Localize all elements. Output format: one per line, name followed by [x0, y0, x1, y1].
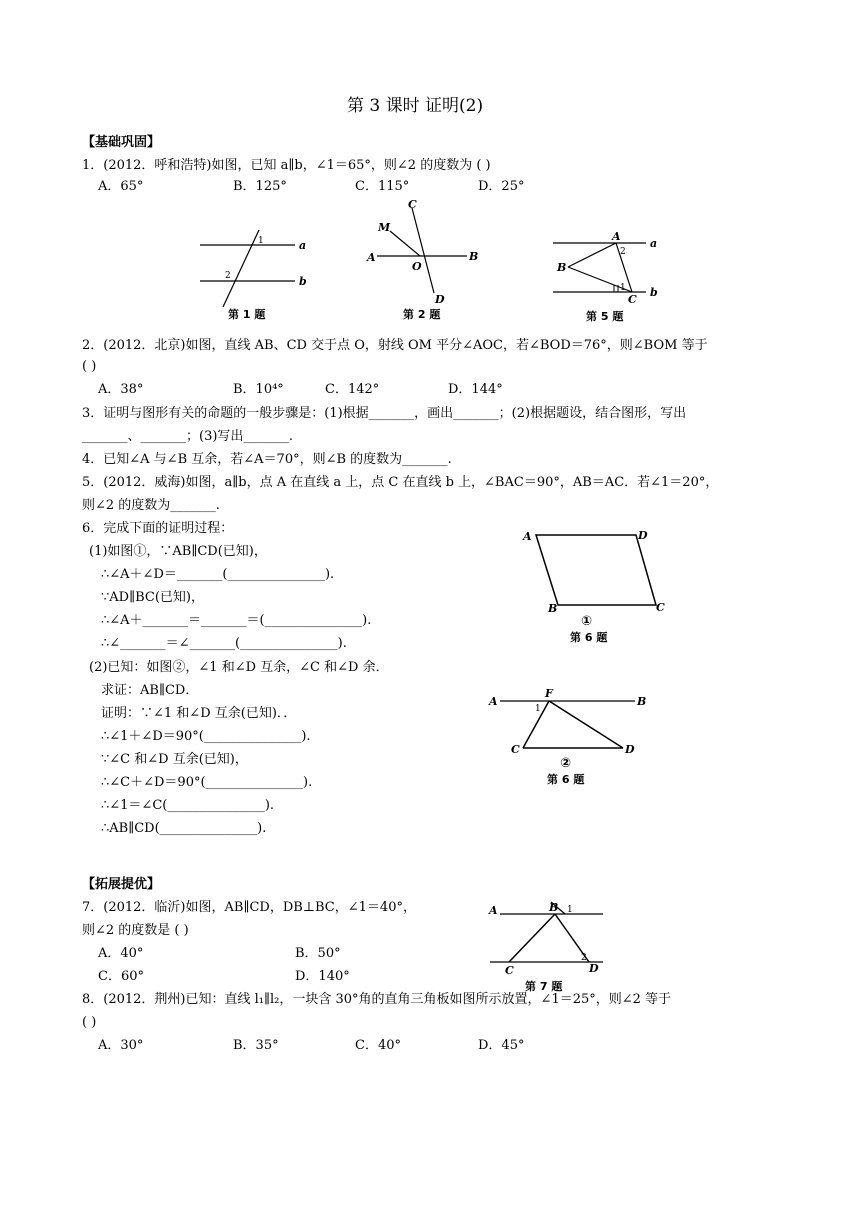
figure-1-label-2: 2	[225, 271, 231, 281]
figure-5-caption: 第 5 题	[586, 310, 624, 323]
figure-6-1-label-a: A	[523, 530, 532, 543]
question-8-line-1: 8．(2012．荆州)已知：直线 l₁∥l₂，一块含 30°角的直角三角板如图所示放置，∠1＝25°，则∠2 等于	[82, 992, 672, 1007]
question-6-part2-line-8: ∴AB∥CD(_______________).	[101, 821, 267, 836]
figure-7-label-2: 2	[581, 953, 587, 963]
figure-5-label-b-point: B	[557, 261, 567, 274]
figure-6-2-label-a: A	[489, 695, 498, 708]
question-2-option-b: B．10⁴°	[233, 382, 284, 397]
figure-6-2	[485, 685, 655, 795]
figure-7-label-a: A	[489, 904, 498, 917]
question-2-option-c: C．142°	[325, 382, 380, 397]
question-1-option-c: C．115°	[355, 179, 410, 194]
question-6-stem: 6．完成下面的证明过程：	[82, 521, 234, 536]
question-5-line-1: 5．(2012．威海)如图，a∥b，点 A 在直线 a 上，点 C 在直线 b 上，∠BAC＝90°，AB＝AC．若∠1＝20°，	[82, 475, 719, 490]
question-7-option-a: A．40°	[98, 946, 144, 961]
section-heading-extend: 【拓展提优】	[82, 877, 161, 892]
question-8-option-b: B．35°	[233, 1038, 279, 1053]
figure-7-label-1: 1	[567, 905, 573, 915]
question-1-stem: 1．(2012．呼和浩特)如图，已知 a∥b，∠1＝65°，则∠2 的度数为 ( )	[82, 158, 491, 173]
figure-6-2-label-b: B	[637, 695, 647, 708]
question-6-part1-line-5: ∴∠_______＝∠_______(_______________).	[101, 636, 347, 651]
question-2-option-d: D．144°	[448, 382, 503, 397]
figure-5	[548, 210, 678, 325]
figure-6-1	[518, 525, 678, 660]
figure-6-1-marker: ①	[581, 614, 593, 629]
figure-6-1-caption: 第 6 题	[570, 631, 608, 644]
question-8-option-d: D．45°	[478, 1038, 525, 1053]
figure-5-label-b-line: b	[650, 286, 658, 299]
question-6-part1-line-1: (1)如图①，∵AB∥CD(已知)，	[89, 544, 267, 559]
question-7-option-d: D．140°	[295, 969, 350, 984]
figure-1	[195, 215, 315, 325]
question-6-part2-line-5: ∵∠C 和∠D 互余(已知)，	[101, 752, 248, 767]
figure-2-label-d: D	[435, 293, 445, 306]
figure-7-label-d: D	[589, 962, 599, 975]
figure-1-label-a: a	[299, 239, 307, 252]
question-1-option-b: B．125°	[233, 179, 287, 194]
question-7-option-c: C．60°	[98, 969, 144, 984]
question-6-part2-line-2: 求证：AB∥CD．	[101, 683, 199, 698]
page-title: 第 3 课时 证明(2)	[347, 96, 484, 116]
question-2-line-1: 2．(2012．北京)如图，直线 AB、CD 交于点 O，射线 OM 平分∠AOC，若∠BOD＝76°，则∠BOM 等于	[82, 338, 708, 353]
figure-5-label-1: 1	[620, 283, 626, 293]
figure-5-label-2: 2	[620, 247, 626, 257]
figure-5-label-a: A	[612, 230, 621, 243]
question-6-part2-line-1: (2)已知：如图②，∠1 和∠D 互余，∠C 和∠D 余．	[89, 660, 389, 675]
question-8-option-a: A．30°	[98, 1038, 144, 1053]
question-4-line-1: 4．已知∠A 与∠B 互余，若∠A＝70°，则∠B 的度数为_______.	[82, 452, 452, 467]
question-6-part1-line-2: ∴∠A＋∠D＝_______(_______________).	[101, 567, 335, 582]
question-6-part2-line-7: ∴∠1＝∠C(_______________).	[101, 798, 275, 813]
figure-7-caption: 第 7 题	[525, 980, 563, 993]
figure-6-1-label-b: B	[548, 602, 558, 615]
figure-5-label-c: C	[628, 293, 637, 306]
figure-6-2-label-1: 1	[535, 704, 541, 714]
question-7-option-b: B．50°	[295, 946, 341, 961]
question-2-line-2: ( )	[82, 359, 97, 374]
figure-6-2-label-d: D	[625, 743, 635, 756]
figure-2	[365, 198, 495, 323]
figure-6-2-caption: 第 6 题	[547, 773, 585, 786]
figure-2-label-c: C	[408, 198, 417, 211]
figure-2-caption: 第 2 题	[403, 308, 441, 321]
figure-6-1-label-c: C	[656, 601, 665, 614]
question-1-option-d: D．25°	[478, 179, 525, 194]
figure-6-2-label-c: C	[511, 743, 520, 756]
figure-1-caption: 第 1 题	[228, 308, 266, 321]
figure-6-2-label-f: F	[545, 687, 553, 700]
figure-6-1-label-d: D	[638, 529, 648, 542]
figure-7-label-b: B	[549, 901, 559, 914]
figure-2-label-b: B	[469, 250, 479, 263]
question-3-line-1: 3．证明与图形有关的命题的一般步骤是：(1)根据_______，画出_______；(2)根据题设，结合图形，写出	[82, 406, 687, 421]
figure-2-label-m: M	[378, 221, 391, 234]
question-5-line-2: 则∠2 的度数为_______.	[82, 498, 220, 513]
question-6-part1-line-3: ∵AD∥BC(已知)，	[101, 590, 204, 605]
figure-6-2-marker: ②	[560, 756, 572, 771]
question-6-part2-line-4: ∴∠1＋∠D＝90°(_______________).	[101, 729, 311, 744]
figure-5-label-a-line: a	[650, 237, 658, 250]
question-6-part2-line-3: 证明：∵∠1 和∠D 互余(已知)．．	[101, 706, 297, 721]
figure-7	[485, 898, 625, 998]
section-heading-basic: 【基础巩固】	[82, 135, 161, 150]
question-8-line-2: ( )	[82, 1015, 97, 1030]
figure-1-label-1: 1	[258, 236, 264, 246]
question-2-option-a: A．38°	[98, 382, 144, 397]
question-6-part1-line-4: ∴∠A＋_______＝_______＝(_______________).	[101, 613, 372, 628]
figure-2-label-o: O	[412, 260, 422, 273]
question-1-option-a: A．65°	[98, 179, 144, 194]
figure-1-label-b: b	[299, 275, 307, 288]
figure-7-label-c: C	[505, 964, 514, 977]
figure-2-label-a: A	[367, 251, 376, 264]
question-7-line-1: 7．(2012．临沂)如图，AB∥CD，DB⊥BC，∠1＝40°，	[82, 900, 416, 915]
question-8-option-c: C．40°	[355, 1038, 401, 1053]
question-7-line-2: 则∠2 的度数是 ( )	[82, 923, 189, 938]
question-3-line-2: _______、_______；(3)写出_______.	[82, 429, 294, 444]
question-6-part2-line-6: ∴∠C＋∠D＝90°(_______________).	[101, 775, 313, 790]
